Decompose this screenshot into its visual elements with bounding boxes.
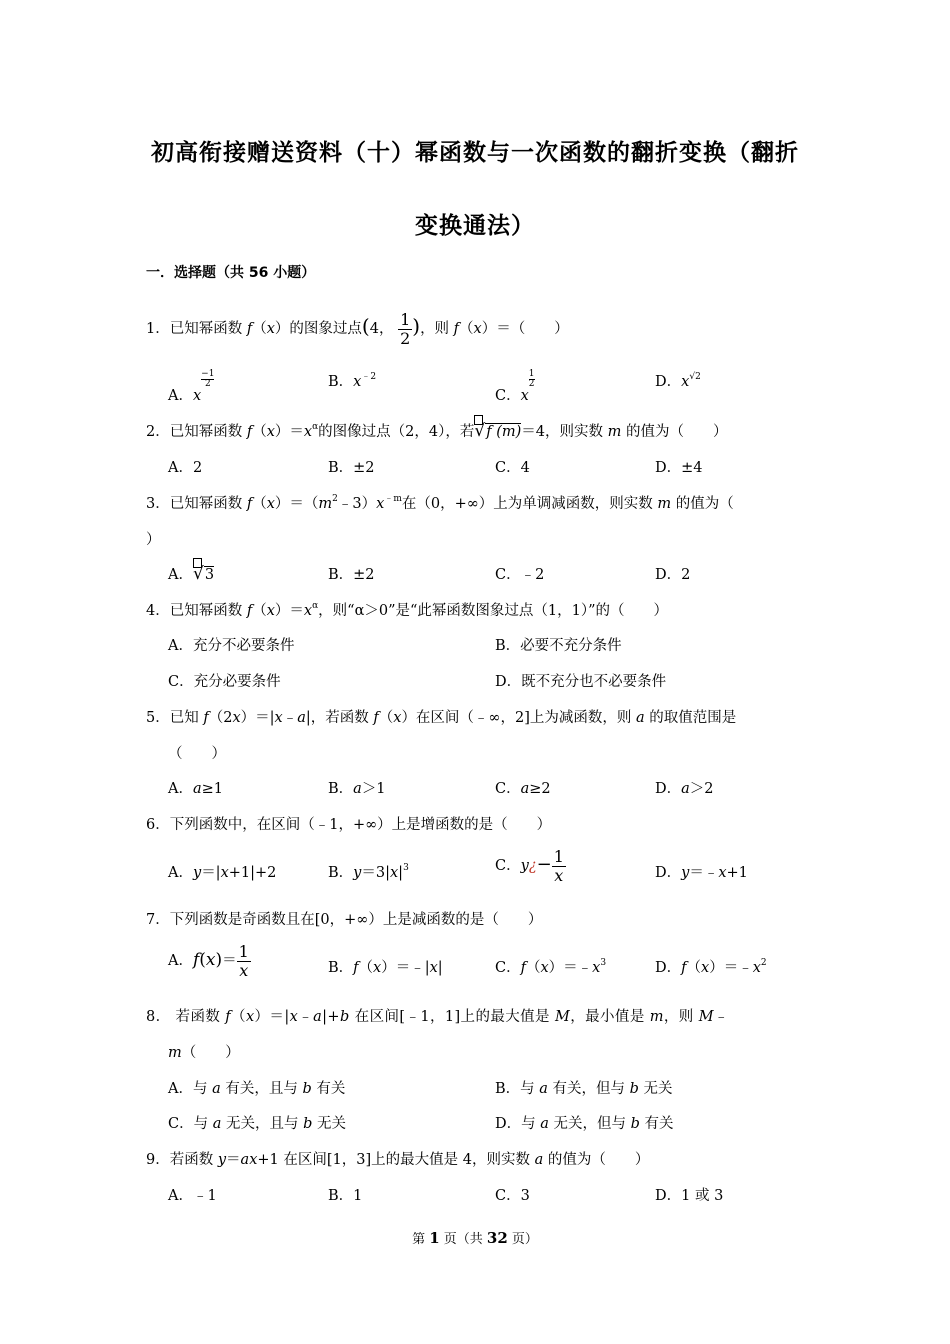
question-5-option-b[interactable]: B．a＞1 <box>328 781 386 797</box>
question-5-option-d[interactable]: D．a＞2 <box>655 781 714 797</box>
question-6-option-c[interactable]: C．y¿− $\frac{1}{x}$ <box>495 847 564 885</box>
question-7-option-d[interactable]: D．$f(x)=﹣x^2$ <box>655 958 767 976</box>
question-5-option-a[interactable]: A．a≥1 <box>168 781 224 797</box>
question-2-option-c[interactable]: C．4 <box>495 460 530 476</box>
question-8-continued: m（ ） <box>168 1045 240 1061</box>
question-8: 8． 若函数 f（x）＝|x﹣a|+b 在区间[﹣1，1]上的最大值是 M，最小值是 m，则 M﹣ <box>146 1009 729 1025</box>
section-heading: 一．选择题（共 56 小题） <box>146 265 316 281</box>
question-1-option-a[interactable]: A．x $\frac{-1}{2}$ <box>168 369 215 404</box>
question-4-option-a[interactable]: A．充分不必要条件 <box>168 638 295 654</box>
question-4: 4．已知幂函数 $f(x)=x^\alpha$，则“α＞0”是“此幂函数图象过点（1，1）”的（ ） <box>146 601 669 619</box>
question-3-option-a[interactable]: A． √3 <box>168 563 214 584</box>
question-6-option-b[interactable]: B．$y=3|x|^3$ <box>328 863 409 881</box>
question-3-continued: ） <box>146 532 161 548</box>
question-3-option-d[interactable]: D．2 <box>655 567 691 583</box>
question-1-option-d[interactable]: D．$x^{√2}$ <box>655 372 701 390</box>
question-2-option-a[interactable]: A．2 <box>168 460 203 476</box>
question-8-option-a[interactable]: A．与 a 有关，且与 b 有关 <box>168 1081 346 1097</box>
question-1: 1．已知幂函数 f（x）的图象过点(4， $\frac{1}{2}$ )，则 f（x）＝（ ） <box>146 310 569 348</box>
question-6-option-a[interactable]: A．y＝|x+1|+2 <box>168 865 277 881</box>
question-8-option-c[interactable]: C．与 a 无关，且与 b 无关 <box>168 1116 346 1132</box>
question-9-option-a[interactable]: A．﹣1 <box>168 1188 217 1204</box>
question-6-option-d[interactable]: D．y＝﹣x+1 <box>655 865 748 881</box>
question-5-option-c[interactable]: C．a≥2 <box>495 781 551 797</box>
question-7-option-c[interactable]: C．$f(x)=﹣x^3$ <box>495 958 607 976</box>
question-4-option-c[interactable]: C．充分必要条件 <box>168 674 281 690</box>
question-8-option-d[interactable]: D．与 a 无关，但与 b 有关 <box>495 1116 674 1132</box>
page-footer: 第 1 页（共 32 页） <box>412 1229 538 1247</box>
question-2-option-b[interactable]: B．±2 <box>328 460 375 476</box>
question-9-option-c[interactable]: C．3 <box>495 1188 530 1204</box>
question-9-option-b[interactable]: B．1 <box>328 1188 363 1204</box>
question-4-option-b[interactable]: B．必要不充分条件 <box>495 638 622 654</box>
question-3-option-b[interactable]: B．±2 <box>328 567 375 583</box>
question-5-continued: （ ） <box>168 746 226 762</box>
page-number: 1 <box>429 1229 440 1247</box>
question-2-option-d[interactable]: D．±4 <box>655 460 703 476</box>
question-4-option-d[interactable]: D．既不充分也不必要条件 <box>495 674 667 690</box>
question-7-option-b[interactable]: B．f（x）＝﹣|x| <box>328 960 443 976</box>
radical-icon: √3 <box>193 564 214 584</box>
page-title-line2: 变换通法） <box>415 213 535 239</box>
question-9: 9．若函数 y＝ax+1 在区间[1，3]上的最大值是 4，则实数 a 的值为（ ） <box>146 1152 650 1168</box>
question-5: 5．已知 f（2x）＝|x﹣a|，若函数 f（x）在区间（﹣∞，2]上为减函数，则 a 的取值范围是 <box>146 710 737 726</box>
radical-icon: √f (m) <box>474 421 521 441</box>
question-1-option-c[interactable]: C．x $\frac{1}{2}$ <box>495 369 535 404</box>
question-1-option-b[interactable]: B．$x^{﹣2}$ <box>328 372 377 390</box>
question-7: 7．下列函数是奇函数且在[0，+∞）上是减函数的是（ ） <box>146 912 543 928</box>
question-7-option-a[interactable]: A．f(x)＝ $\frac{1}{x}$ <box>168 942 249 980</box>
page-title-line1: 初高衔接赠送资料（十）幂函数与一次函数的翻折变换（翻折 <box>151 140 799 166</box>
question-3: 3．已知幂函数 $f(x)=(m^2﹣3)x^{﹣m}$在（0，+∞）上为单调减函数，则实数 m 的值为（ <box>146 494 734 512</box>
question-2: 2．已知幂函数 $f(x)=x^\alpha$的图像过点（2，4），若 √f (m)＝4，则实数 m 的值为（ ） <box>146 420 727 441</box>
question-6: 6．下列函数中，在区间（﹣1，+∞）上是增函数的是（ ） <box>146 817 552 833</box>
question-3-option-c[interactable]: C．﹣2 <box>495 567 545 583</box>
question-9-option-d[interactable]: D．1 或 3 <box>655 1188 724 1204</box>
question-8-option-b[interactable]: B．与 a 有关，但与 b 无关 <box>495 1081 673 1097</box>
page-total: 32 <box>486 1229 508 1247</box>
